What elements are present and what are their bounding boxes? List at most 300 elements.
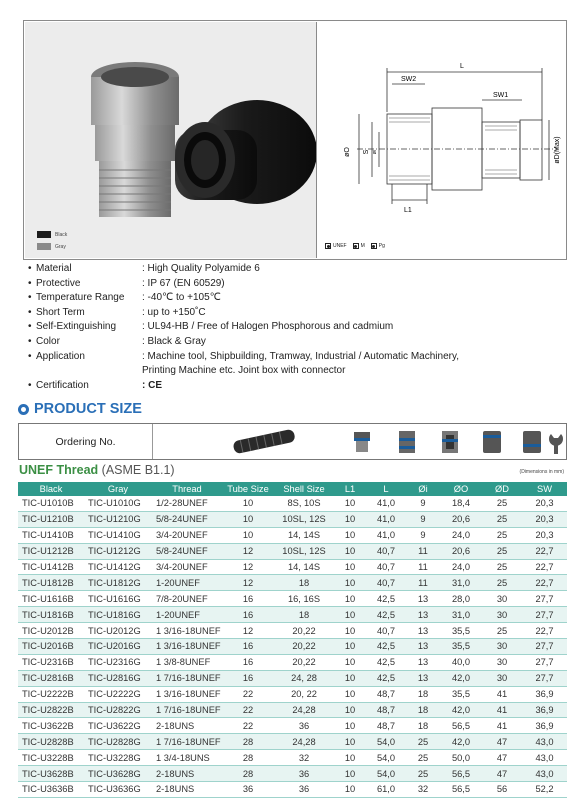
table-cell: 10SL, 12S xyxy=(274,543,334,559)
technical-drawing xyxy=(317,22,566,258)
table-cell: TIC-U2016G xyxy=(84,639,152,655)
table-title-main: UNEF Thread xyxy=(19,463,99,477)
table-cell: 27,7 xyxy=(522,591,567,607)
table-cell: 16 xyxy=(222,607,274,623)
spec-value: : CE xyxy=(142,379,162,391)
ordering-label: Ordering No. xyxy=(19,424,153,459)
table-cell: 22 xyxy=(222,686,274,702)
table-cell: 31,0 xyxy=(440,575,482,591)
table-cell: TIC-U3636G xyxy=(84,782,152,798)
table-cell: 22,7 xyxy=(522,559,567,575)
table-cell: TIC-U2012B xyxy=(18,623,84,639)
table-cell: 20,3 xyxy=(522,511,567,527)
table-cell: TIC-U1812G xyxy=(84,575,152,591)
spec-row xyxy=(28,277,459,292)
table-cell: 25 xyxy=(482,623,522,639)
table-cell: 36 xyxy=(274,782,334,798)
table-cell: 13 xyxy=(406,623,440,639)
table-cell: 30 xyxy=(482,670,522,686)
legend-black xyxy=(37,231,67,238)
table-cell: 27,7 xyxy=(522,654,567,670)
table-cell: 27,7 xyxy=(522,607,567,623)
table-row xyxy=(18,718,567,734)
table-cell: 9 xyxy=(406,527,440,543)
spec-value: : IP 67 (EN 60529) xyxy=(142,277,225,289)
table-body xyxy=(18,496,567,797)
table-row xyxy=(18,702,567,718)
spec-value: : High Quality Polyamide 6 xyxy=(142,263,260,274)
table-cell: TIC-U2316G xyxy=(84,654,152,670)
table-cell: TIC-U2828G xyxy=(84,734,152,750)
table-cell: 20,22 xyxy=(274,654,334,670)
column-header: L xyxy=(366,482,406,496)
table-cell: 1 7/16-18UNEF xyxy=(152,702,222,718)
table-cell: 16 xyxy=(222,639,274,655)
table-cell: 35,5 xyxy=(440,686,482,702)
table-cell: 20,3 xyxy=(522,496,567,511)
column-icons xyxy=(153,424,566,459)
table-row xyxy=(18,511,567,527)
table-cell: 5/8-24UNEF xyxy=(152,511,222,527)
table-cell: 2-18UNS xyxy=(152,782,222,798)
table-cell: 10 xyxy=(334,575,366,591)
column-header: SW xyxy=(522,482,567,496)
table-cell: TIC-U1210B xyxy=(18,511,84,527)
table-cell: 24,28 xyxy=(274,734,334,750)
table-cell: 36 xyxy=(274,766,334,782)
table-cell: 40,7 xyxy=(366,575,406,591)
table-cell: 42,5 xyxy=(366,591,406,607)
table-cell: 35,5 xyxy=(440,623,482,639)
spec-value: : Black & Gray xyxy=(142,335,206,347)
table-cell: 32 xyxy=(274,750,334,766)
section-bullet-icon xyxy=(18,404,29,415)
tube-icon xyxy=(232,429,295,455)
table-cell: 13 xyxy=(406,670,440,686)
table-cell: 42,0 xyxy=(440,702,482,718)
table-cell: 42,5 xyxy=(366,670,406,686)
table-cell: 18 xyxy=(406,686,440,702)
table-cell: 10 xyxy=(334,686,366,702)
table-cell: 10 xyxy=(222,496,274,511)
table-cell: 16 xyxy=(222,591,274,607)
table-cell: 20,22 xyxy=(274,623,334,639)
table-cell: 10SL, 12S xyxy=(274,511,334,527)
table-cell: 1 7/16-18UNEF xyxy=(152,734,222,750)
table-cell: 10 xyxy=(334,607,366,623)
table-row xyxy=(18,686,567,702)
table-cell: 11 xyxy=(406,543,440,559)
table-cell: 3/4-20UNEF xyxy=(152,559,222,575)
table-cell: TIC-U2828B xyxy=(18,734,84,750)
spec-key: • Short Term xyxy=(28,306,142,321)
column-header: Tube Size xyxy=(222,482,274,496)
table-cell: 43,0 xyxy=(522,750,567,766)
table-row xyxy=(18,559,567,575)
spec-key: • Self-Extinguishing xyxy=(28,320,142,335)
column-header: L1 xyxy=(334,482,366,496)
spec-row xyxy=(28,379,459,394)
table-cell: 20,22 xyxy=(274,639,334,655)
table-cell: TIC-U1410B xyxy=(18,527,84,543)
legend-black-label: Black xyxy=(55,231,68,238)
table-cell: 24,0 xyxy=(440,527,482,543)
table-row xyxy=(18,750,567,766)
table-cell: 40,0 xyxy=(440,654,482,670)
table-row xyxy=(18,782,567,798)
table-cell: TIC-U3228G xyxy=(84,750,152,766)
table-cell: 5/8-24UNEF xyxy=(152,543,222,559)
spec-row xyxy=(28,262,459,277)
table-cell: 10 xyxy=(334,511,366,527)
table-cell: TIC-U1412B xyxy=(18,559,84,575)
table-cell: 25 xyxy=(482,543,522,559)
table-cell: 22 xyxy=(222,702,274,718)
column-icon-strip xyxy=(153,424,566,459)
table-cell: 40,7 xyxy=(366,543,406,559)
spec-value: : UL94-HB / Free of Halogen Phosphorous and cadmium xyxy=(142,321,394,333)
table-cell: 25 xyxy=(482,527,522,543)
table-cell: 28,0 xyxy=(440,591,482,607)
table-cell: TIC-U3622B xyxy=(18,718,84,734)
table-cell: 7/8-20UNEF xyxy=(152,591,222,607)
table-cell: 22 xyxy=(222,718,274,734)
table-cell: 18 xyxy=(406,702,440,718)
table-cell: 12 xyxy=(222,559,274,575)
bullet-icon xyxy=(325,243,331,249)
table-cell: 1 3/16-18UNEF xyxy=(152,686,222,702)
table-cell: TIC-U2822G xyxy=(84,702,152,718)
thread-legend-label: M xyxy=(360,243,365,249)
dimensions-note: (Dimensions in mm) xyxy=(519,469,564,475)
column-header: Shell Size xyxy=(274,482,334,496)
table-row xyxy=(18,527,567,543)
table-cell: TIC-U3636B xyxy=(18,782,84,798)
table-cell: TIC-U1816B xyxy=(18,607,84,623)
column-header: Øi xyxy=(406,482,440,496)
table-cell: 20,6 xyxy=(440,511,482,527)
table-cell: 1/2-28UNEF xyxy=(152,496,222,511)
table-cell: 1 3/16-18UNEF xyxy=(152,623,222,639)
table-row xyxy=(18,639,567,655)
table-cell: TIC-U2822B xyxy=(18,702,84,718)
table-row xyxy=(18,766,567,782)
table-cell: TIC-U3228B xyxy=(18,750,84,766)
table-cell: 25 xyxy=(482,559,522,575)
table-title xyxy=(19,463,175,477)
table-cell: 11 xyxy=(406,575,440,591)
thread-legend-pg xyxy=(371,243,385,249)
table-cell: TIC-U1210G xyxy=(84,511,152,527)
table-cell: 27,7 xyxy=(522,670,567,686)
table-cell: 10 xyxy=(222,527,274,543)
spec-key: • Temperature Range xyxy=(28,291,142,306)
table-cell: 47 xyxy=(482,750,522,766)
table-cell: 22,7 xyxy=(522,623,567,639)
table-cell: 24, 28 xyxy=(274,670,334,686)
table-row xyxy=(18,591,567,607)
table-cell: 30 xyxy=(482,639,522,655)
table-row xyxy=(18,654,567,670)
table-cell: 24,0 xyxy=(440,559,482,575)
table-cell: 25 xyxy=(406,750,440,766)
table-cell: 3/4-20UNEF xyxy=(152,527,222,543)
bullet-icon xyxy=(353,243,359,249)
table-cell: 56 xyxy=(482,782,522,798)
thread-type-legend xyxy=(325,243,385,249)
table-cell: TIC-U3622G xyxy=(84,718,152,734)
table-cell: 13 xyxy=(406,591,440,607)
table-cell: 47 xyxy=(482,766,522,782)
column-header: Black xyxy=(18,482,84,496)
dim-L: L xyxy=(460,63,464,70)
dim-S: S xyxy=(363,149,370,155)
table-cell: TIC-U2222B xyxy=(18,686,84,702)
gray-swatch xyxy=(37,243,51,250)
specifications-list xyxy=(28,262,459,393)
table-cell: 10 xyxy=(334,527,366,543)
table-cell: 10 xyxy=(334,766,366,782)
thread-legend-unef xyxy=(325,243,347,249)
table-cell: TIC-U2816G xyxy=(84,670,152,686)
table-cell: 36 xyxy=(274,718,334,734)
table-cell: 18 xyxy=(274,575,334,591)
table-cell: 40,7 xyxy=(366,559,406,575)
product-photo xyxy=(25,22,317,258)
table-cell: 25 xyxy=(482,511,522,527)
table-cell: 48,7 xyxy=(366,718,406,734)
thread-legend-m xyxy=(353,243,365,249)
table-cell: TIC-U1412G xyxy=(84,559,152,575)
outer-diameter-icon xyxy=(483,431,501,453)
table-cell: 9 xyxy=(406,511,440,527)
table-cell: 13 xyxy=(406,607,440,623)
product-image-panel xyxy=(23,20,567,260)
spec-key: • Protective xyxy=(28,277,142,292)
table-cell: 1 3/8-8UNEF xyxy=(152,654,222,670)
table-cell: 47 xyxy=(482,734,522,750)
table-cell: 10 xyxy=(334,543,366,559)
product-size-table xyxy=(18,482,567,798)
table-cell: 50,0 xyxy=(440,750,482,766)
column-header: ØO xyxy=(440,482,482,496)
table-cell: 20,3 xyxy=(522,527,567,543)
table-cell: 41 xyxy=(482,686,522,702)
table-cell: 30 xyxy=(482,607,522,623)
dim-L1: L1 xyxy=(404,207,412,214)
max-diameter-icon xyxy=(523,431,541,453)
black-swatch xyxy=(37,231,51,238)
table-cell: TIC-U1212B xyxy=(18,543,84,559)
table-cell: 41,0 xyxy=(366,511,406,527)
table-cell: 48,7 xyxy=(366,702,406,718)
table-cell: 10 xyxy=(334,496,366,511)
table-row xyxy=(18,670,567,686)
table-cell: TIC-U1410G xyxy=(84,527,152,543)
table-cell: 2-18UNS xyxy=(152,718,222,734)
table-cell: 30 xyxy=(482,591,522,607)
table-cell: 30 xyxy=(482,654,522,670)
table-cell: 32 xyxy=(406,782,440,798)
table-row xyxy=(18,623,567,639)
table-cell: 25 xyxy=(482,575,522,591)
table-cell: 41,0 xyxy=(366,496,406,511)
table-cell: TIC-U2222G xyxy=(84,686,152,702)
table-cell: 20,6 xyxy=(440,543,482,559)
table-cell: 10 xyxy=(334,734,366,750)
table-cell: 40,7 xyxy=(366,623,406,639)
thread-legend-label: Pg xyxy=(378,243,385,249)
table-cell: 41 xyxy=(482,702,522,718)
table-cell: 8S, 10S xyxy=(274,496,334,511)
fitting-photo-illustration xyxy=(25,22,316,258)
thread-legend-label: UNEF xyxy=(333,243,347,249)
table-cell: 1-20UNEF xyxy=(152,575,222,591)
table-cell: 36,9 xyxy=(522,686,567,702)
table-cell: 43,0 xyxy=(522,766,567,782)
table-cell: 54,0 xyxy=(366,734,406,750)
table-cell: 2-18UNS xyxy=(152,766,222,782)
ordering-header xyxy=(18,423,567,460)
section-title-text: PRODUCT SIZE xyxy=(34,401,142,417)
table-cell: TIC-U1616B xyxy=(18,591,84,607)
dim-O: øO xyxy=(344,147,351,157)
table-cell: 14, 14S xyxy=(274,559,334,575)
table-cell: TIC-U2316B xyxy=(18,654,84,670)
table-cell: 16 xyxy=(222,670,274,686)
table-cell: 18 xyxy=(406,718,440,734)
spec-key: • Color xyxy=(28,335,142,350)
table-cell: 56,5 xyxy=(440,718,482,734)
dim-I: øi xyxy=(372,149,378,155)
table-cell: 16 xyxy=(222,654,274,670)
table-cell: 1 7/16-18UNEF xyxy=(152,670,222,686)
table-cell: 10 xyxy=(334,623,366,639)
table-cell: TIC-U1812B xyxy=(18,575,84,591)
table-cell: 16, 16S xyxy=(274,591,334,607)
table-cell: 31,0 xyxy=(440,607,482,623)
table-cell: 25 xyxy=(406,766,440,782)
table-cell: 10 xyxy=(334,718,366,734)
spec-value: : Machine tool, Shipbuilding, Tramway, Industrial / Automatic Machinery, Printing Machine etc. Joint box with connector xyxy=(142,350,459,377)
table-cell: 36,9 xyxy=(522,718,567,734)
table-header xyxy=(18,482,567,496)
table-cell: 42,5 xyxy=(366,607,406,623)
table-cell: TIC-U1816G xyxy=(84,607,152,623)
inner-diameter-icon xyxy=(442,431,458,453)
table-cell: 61,0 xyxy=(366,782,406,798)
table-cell: TIC-U1616G xyxy=(84,591,152,607)
dimension-drawing xyxy=(317,22,566,242)
column-header: Gray xyxy=(84,482,152,496)
dim-SW1: SW1 xyxy=(493,92,509,99)
table-cell: 10 xyxy=(334,782,366,798)
table-cell: 10 xyxy=(334,654,366,670)
table-cell: 20, 22 xyxy=(274,686,334,702)
table-cell: 9 xyxy=(406,496,440,511)
table-cell: 10 xyxy=(334,591,366,607)
table-title-standard: (ASME B1.1) xyxy=(98,463,175,477)
table-cell: 56,5 xyxy=(440,782,482,798)
table-cell: 10 xyxy=(334,702,366,718)
table-row xyxy=(18,607,567,623)
table-row xyxy=(18,734,567,750)
table-cell: 28 xyxy=(222,750,274,766)
table-cell: 27,7 xyxy=(522,639,567,655)
length-l-icon xyxy=(399,431,415,453)
table-cell: 41 xyxy=(482,718,522,734)
table-cell: 1 3/4-18UNS xyxy=(152,750,222,766)
table-cell: 25 xyxy=(406,734,440,750)
table-cell: 22,7 xyxy=(522,575,567,591)
table-cell: 22,7 xyxy=(522,543,567,559)
table-cell: TIC-U2012G xyxy=(84,623,152,639)
table-cell: 10 xyxy=(334,750,366,766)
table-cell: 1-20UNEF xyxy=(152,607,222,623)
table-cell: 36 xyxy=(222,782,274,798)
column-header: ØD xyxy=(482,482,522,496)
spec-value: : up to +150˚C xyxy=(142,306,206,318)
table-cell: 36,9 xyxy=(522,702,567,718)
length-l1-icon xyxy=(354,432,370,452)
table-cell: 54,0 xyxy=(366,766,406,782)
dim-D: øD(Max) xyxy=(554,136,561,164)
wrench-icon xyxy=(549,434,563,454)
table-cell: 43,0 xyxy=(522,734,567,750)
table-cell: TIC-U3628G xyxy=(84,766,152,782)
table-cell: 24,28 xyxy=(274,702,334,718)
table-cell: 35,5 xyxy=(440,639,482,655)
table-cell: 18 xyxy=(274,607,334,623)
spec-row xyxy=(28,350,459,379)
table-cell: 10 xyxy=(222,511,274,527)
table-cell: 1 3/16-18UNEF xyxy=(152,639,222,655)
section-title xyxy=(18,401,142,417)
table-cell: 54,0 xyxy=(366,750,406,766)
spec-value: : -40℃ to +105℃ xyxy=(142,292,221,304)
legend-gray xyxy=(37,243,66,250)
table-row xyxy=(18,543,567,559)
table-cell: 13 xyxy=(406,639,440,655)
table-cell: 18,4 xyxy=(440,496,482,511)
table-cell: 13 xyxy=(406,654,440,670)
spec-key: • Material xyxy=(28,262,142,277)
table-header-row xyxy=(18,482,567,496)
table-row xyxy=(18,496,567,511)
table-cell: 42,0 xyxy=(440,734,482,750)
table-cell: 11 xyxy=(406,559,440,575)
table-cell: 56,5 xyxy=(440,766,482,782)
table-cell: 12 xyxy=(222,623,274,639)
spec-row xyxy=(28,291,459,306)
table-cell: 10 xyxy=(334,639,366,655)
table-cell: TIC-U1212G xyxy=(84,543,152,559)
table-row xyxy=(18,575,567,591)
table-cell: 48,7 xyxy=(366,686,406,702)
spec-row xyxy=(28,335,459,350)
table-cell: 28 xyxy=(222,734,274,750)
table-cell: 10 xyxy=(334,559,366,575)
dim-SW2: SW2 xyxy=(401,76,417,83)
bullet-icon xyxy=(371,243,377,249)
spec-row xyxy=(28,306,459,321)
spec-key: • Certification xyxy=(28,379,142,394)
table-cell: 14, 14S xyxy=(274,527,334,543)
table-cell: 28 xyxy=(222,766,274,782)
table-cell: TIC-U2016B xyxy=(18,639,84,655)
table-cell: 42,5 xyxy=(366,639,406,655)
table-cell: 25 xyxy=(482,496,522,511)
